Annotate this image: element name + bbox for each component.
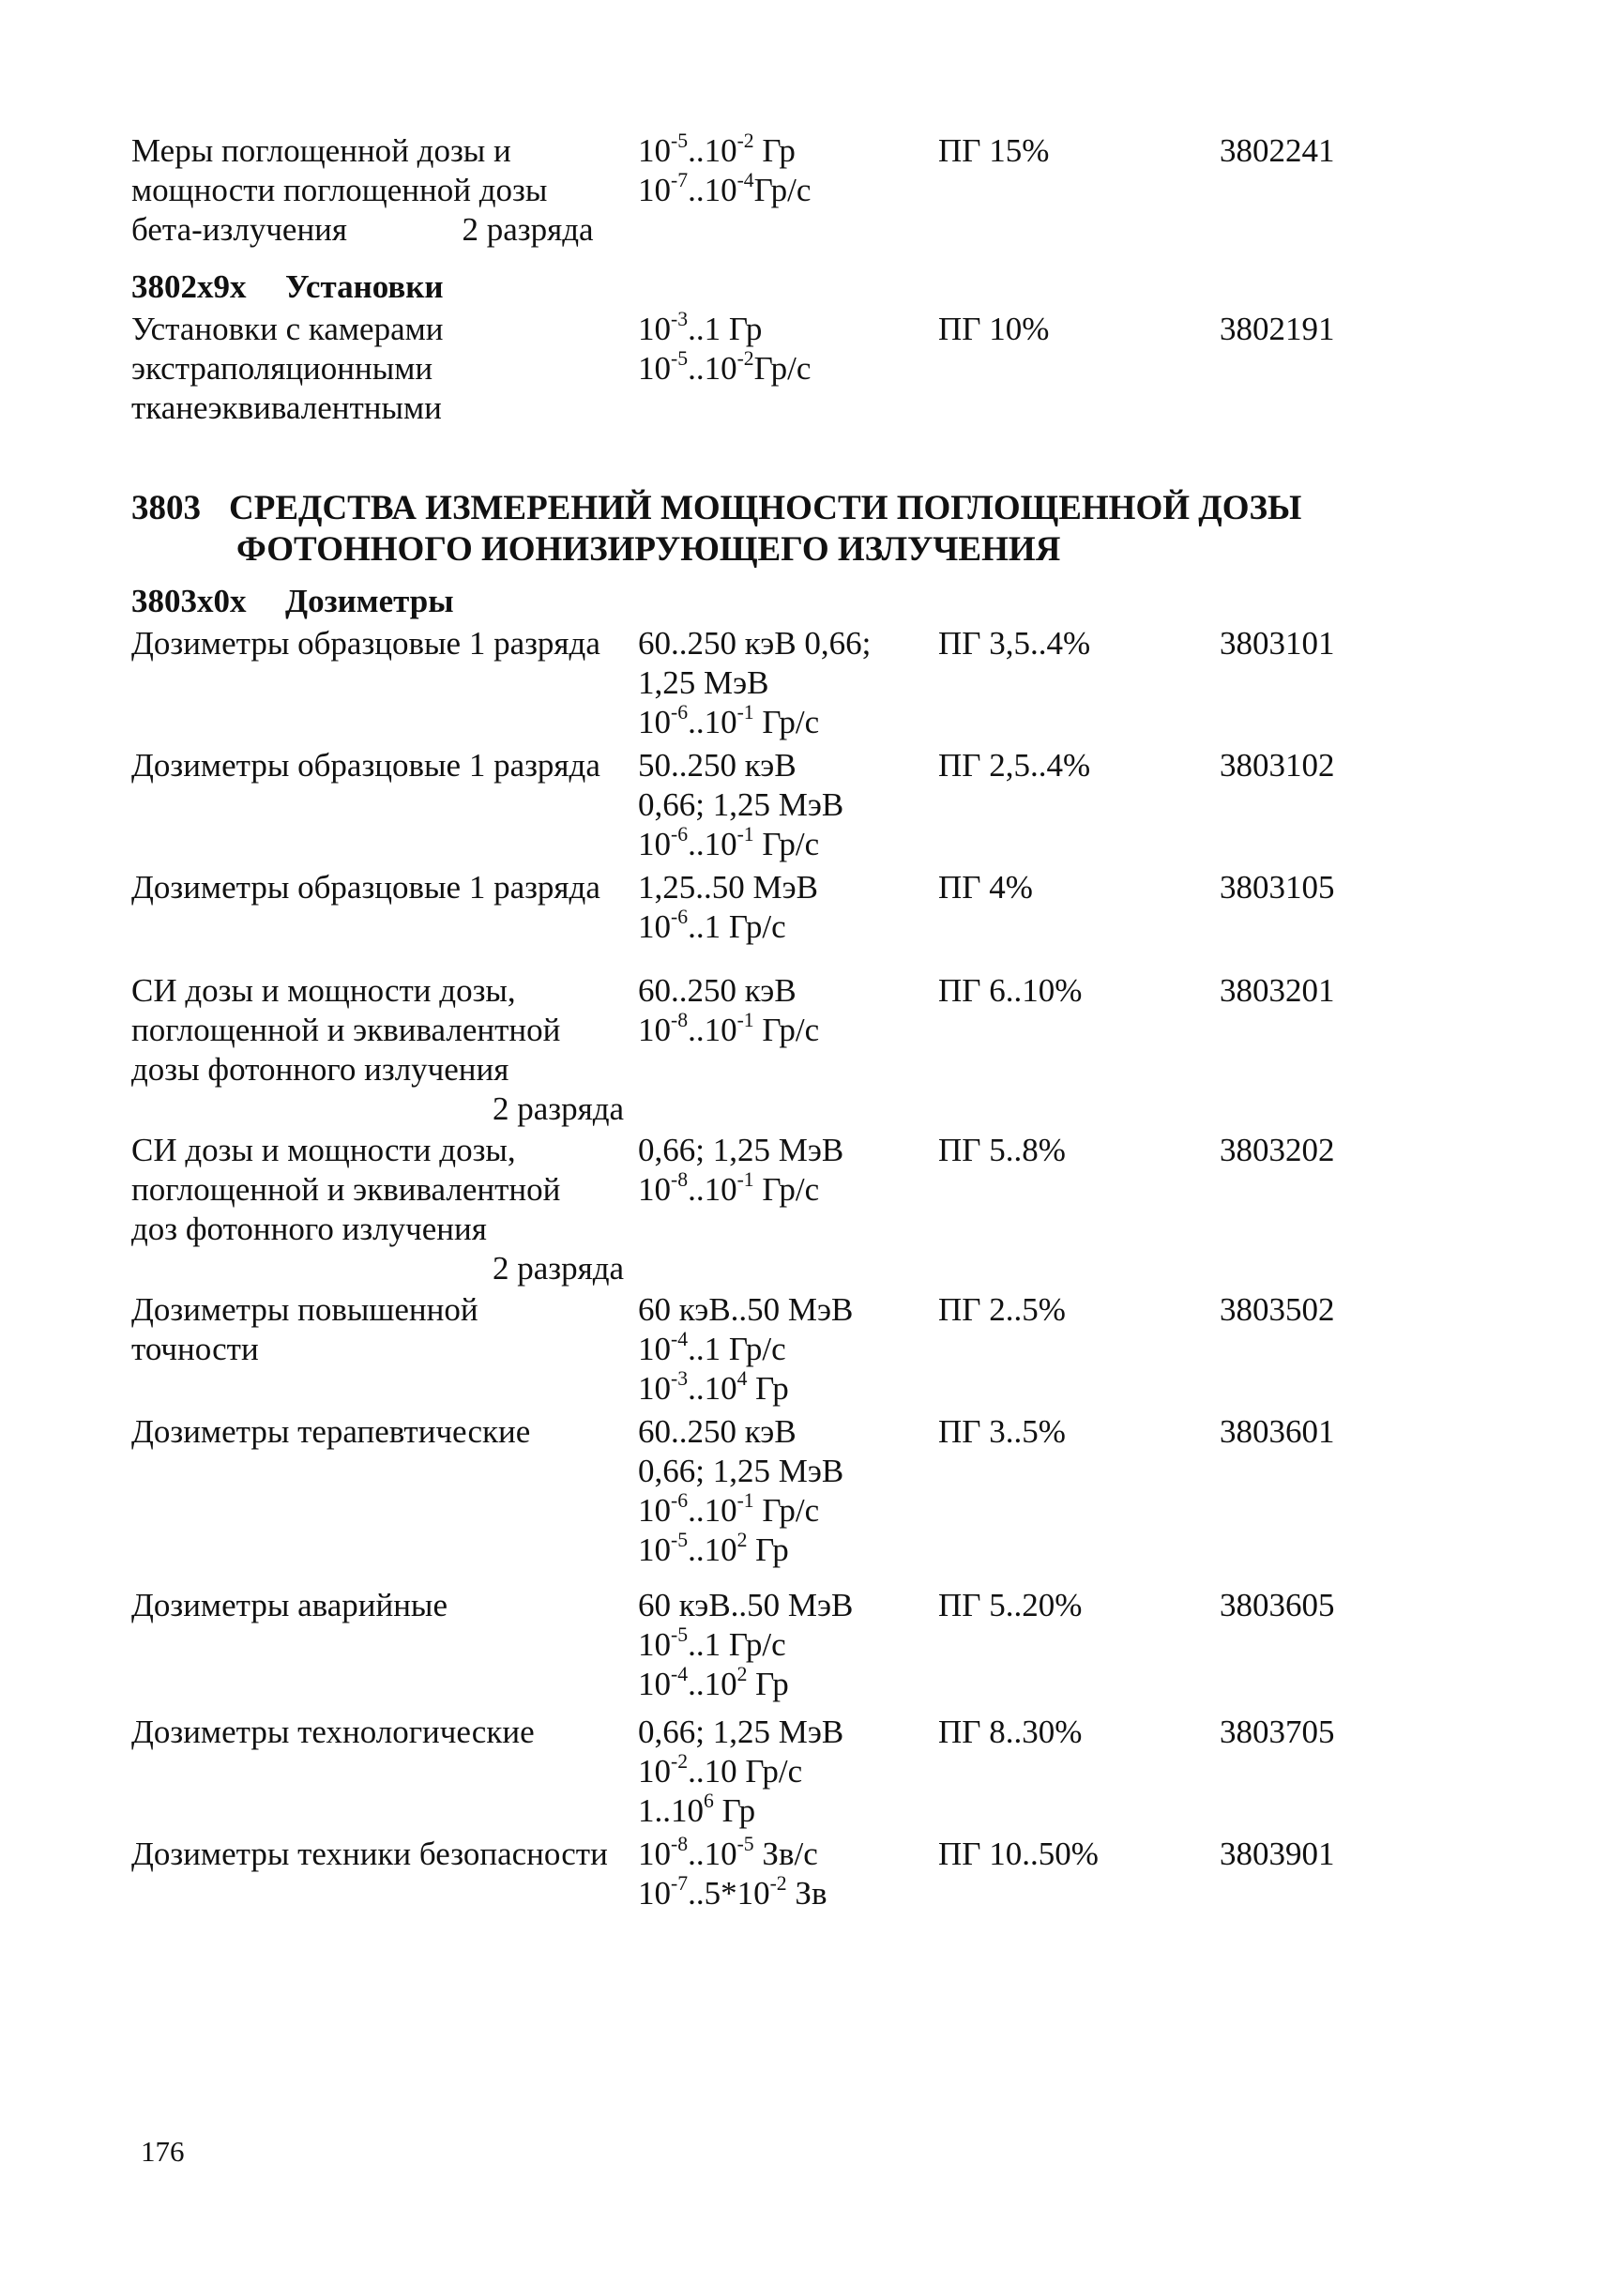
code-value: 3803502 <box>1220 1291 1335 1328</box>
name-line: СИ дозы и мощности дозы, <box>131 972 516 1009</box>
code-value: 3803605 <box>1220 1587 1335 1623</box>
item-code <box>1220 310 1407 349</box>
name-line: экстраполяционными <box>131 350 433 387</box>
item-name <box>131 131 638 250</box>
item-code <box>1220 746 1407 785</box>
item-range <box>638 1131 929 1210</box>
name-line: дозы фотонного излучения <box>131 1051 509 1088</box>
range-line: 60 кэВ..50 МэВ <box>638 1587 854 1623</box>
name-line: доз фотонного излучения <box>131 1211 487 1247</box>
name-line: Меры поглощенной дозы и <box>131 132 511 169</box>
item-name <box>131 1412 638 1452</box>
range-line: $10^{-8}..10^{-1}$ Гр/с <box>638 1167 820 1208</box>
range-line: $10^{-2}..10$ Гр/с <box>638 1749 803 1790</box>
item-name <box>131 310 638 428</box>
subsection-heading <box>131 582 454 621</box>
item-name <box>131 868 638 907</box>
accuracy-value: ПГ 3,5..4% <box>938 625 1091 662</box>
item-code <box>1220 131 1407 171</box>
item-range <box>638 624 929 742</box>
item-range <box>638 1586 929 1704</box>
item-range <box>638 131 929 210</box>
code-value: 3802191 <box>1220 311 1335 347</box>
item-accuracy <box>938 310 1182 349</box>
name-line: СИ дозы и мощности дозы, <box>131 1132 516 1168</box>
range-line: $10^{-3}..1$ Гр <box>638 307 763 347</box>
range-line: $10^{-5}..10^{-2}$ Гр <box>638 129 796 169</box>
range-line: $10^{-8}..10^{-5}$ Зв/с <box>638 1832 818 1872</box>
subsection-code: 3802х9х <box>131 268 247 305</box>
range-line: 0,66; 1,25 МэВ <box>638 786 844 823</box>
name-line: Дозиметры терапевтические <box>131 1413 531 1450</box>
range-line: $10^{-7}..5*10^{-2}$ Зв <box>638 1871 827 1912</box>
item-code <box>1220 1835 1407 1874</box>
subsection-code: 3803х0х <box>131 583 247 619</box>
accuracy-value: ПГ 6..10% <box>938 972 1083 1009</box>
item-name <box>131 624 638 663</box>
range-line: $10^{-4}..10^2$ Гр <box>638 1662 789 1702</box>
item-range <box>638 868 929 947</box>
name-line: Дозиметры образцовые 1 разряда <box>131 869 600 906</box>
subsection-heading <box>131 267 444 307</box>
item-code <box>1220 971 1407 1011</box>
accuracy-value: ПГ 5..20% <box>938 1587 1083 1623</box>
range-line: $10^{-5}..10^2$ Гр <box>638 1528 789 1568</box>
subsection-title: Установки <box>285 268 444 305</box>
item-accuracy <box>938 624 1182 663</box>
name-line: точности <box>131 1331 259 1367</box>
item-code <box>1220 1586 1407 1625</box>
item-accuracy <box>938 1412 1182 1452</box>
item-accuracy <box>938 131 1182 171</box>
range-line: 60..250 кэВ <box>638 972 797 1009</box>
name-line: бета-излучения 2 разряда <box>131 211 594 248</box>
name-line: Установки с камерами <box>131 311 444 347</box>
section-title-line2: ФОТОННОГО ИОНИЗИРУЮЩЕГО ИЗЛУЧЕНИЯ <box>236 530 1061 569</box>
item-range <box>638 1832 929 1913</box>
range-line: $10^{-5}..10^{-2}Гр/с$ <box>638 346 812 387</box>
item-name <box>131 971 638 1129</box>
accuracy-value: ПГ 10% <box>938 311 1050 347</box>
accuracy-value: ПГ 4% <box>938 869 1033 906</box>
item-name <box>131 1131 638 1288</box>
item-range <box>638 1412 929 1570</box>
name-line: мощности поглощенной дозы <box>131 172 548 208</box>
name-line: Дозиметры технологические <box>131 1714 535 1750</box>
item-code <box>1220 1290 1407 1330</box>
code-value: 3803102 <box>1220 747 1335 784</box>
item-code <box>1220 1713 1407 1752</box>
accuracy-value: ПГ 5..8% <box>938 1132 1066 1168</box>
item-accuracy <box>938 1713 1182 1752</box>
name-line: Дозиметры техники безопасности <box>131 1836 608 1872</box>
range-line: $10^{-7}..10^{-4}Гр/с$ <box>638 168 812 208</box>
item-name <box>131 1586 638 1625</box>
name-line: тканеэквивалентными <box>131 389 442 426</box>
subsection-title: Дозиметры <box>285 583 454 619</box>
range-line: 60..250 кэВ <box>638 1413 797 1450</box>
section-number: 3803 <box>131 489 201 527</box>
item-name <box>131 746 638 785</box>
item-code <box>1220 868 1407 907</box>
item-code <box>1220 624 1407 663</box>
code-value: 3803705 <box>1220 1714 1335 1750</box>
item-accuracy <box>938 1131 1182 1170</box>
code-value: 3803105 <box>1220 869 1335 906</box>
page-number: 176 <box>141 2135 185 2168</box>
code-value: 3803901 <box>1220 1836 1335 1872</box>
accuracy-value: ПГ 2..5% <box>938 1291 1066 1328</box>
name-line: поглощенной и эквивалентной <box>131 1171 561 1208</box>
accuracy-value: ПГ 10..50% <box>938 1836 1099 1872</box>
item-name <box>131 1713 638 1752</box>
accuracy-value: ПГ 8..30% <box>938 1714 1083 1750</box>
range-line: 50..250 кэВ <box>638 747 797 784</box>
item-name <box>131 1290 638 1369</box>
item-code <box>1220 1412 1407 1452</box>
code-value: 3802241 <box>1220 132 1335 169</box>
range-line: $10^{-6}..10^{-1}$ Гр/с <box>638 700 820 740</box>
item-code <box>1220 1131 1407 1170</box>
code-value: 3803601 <box>1220 1413 1335 1450</box>
name-line: поглощенной и эквивалентной <box>131 1012 561 1048</box>
accuracy-value: ПГ 3..5% <box>938 1413 1066 1450</box>
range-line: 1..10$^6$ Гр <box>638 1789 756 1829</box>
code-value: 3803202 <box>1220 1132 1335 1168</box>
name-line: Дозиметры аварийные <box>131 1587 448 1623</box>
range-line: 0,66; 1,25 МэВ <box>638 1714 844 1750</box>
item-accuracy <box>938 746 1182 785</box>
range-line: 0,66; 1,25 МэВ <box>638 1132 844 1168</box>
section-title-line1: СРЕДСТВА ИЗМЕРЕНИЙ МОЩНОСТИ ПОГЛОЩЕННОЙ ДОЗЫ <box>229 489 1302 527</box>
range-line: 1,25..50 МэВ <box>638 869 818 906</box>
name-line: Дозиметры образцовые 1 разряда <box>131 625 600 662</box>
item-range <box>638 746 929 864</box>
range-line: 60..250 кэВ 0,66; <box>638 625 872 662</box>
accuracy-value: ПГ 15% <box>938 132 1050 169</box>
range-line: $10^{-6}..1$ Гр/с <box>638 905 786 945</box>
range-line: $10^{-6}..10^{-1}$ Гр/с <box>638 822 820 862</box>
range-line: $10^{-8}..10^{-1}$ Гр/с <box>638 1008 820 1048</box>
range-line: $10^{-3}..10^4$ Гр <box>638 1366 789 1407</box>
item-accuracy <box>938 971 1182 1011</box>
code-value: 3803201 <box>1220 972 1335 1009</box>
range-line: $10^{-4}..1$ Гр/с <box>638 1327 786 1367</box>
item-range <box>638 1290 929 1409</box>
item-range <box>638 1713 929 1831</box>
item-accuracy <box>938 1835 1182 1874</box>
item-accuracy <box>938 1586 1182 1625</box>
range-line: 1,25 МэВ <box>638 664 769 701</box>
item-accuracy <box>938 868 1182 907</box>
section-heading <box>131 488 1301 571</box>
name-line: Дозиметры образцовые 1 разряда <box>131 747 600 784</box>
item-accuracy <box>938 1290 1182 1330</box>
item-range <box>638 307 929 388</box>
name-line: 2 разряда <box>493 1250 625 1287</box>
range-line: $10^{-5}..1$ Гр/с <box>638 1623 786 1663</box>
accuracy-value: ПГ 2,5..4% <box>938 747 1091 784</box>
name-line: Дозиметры повышенной <box>131 1291 478 1328</box>
item-range <box>638 971 929 1050</box>
item-name <box>131 1835 638 1874</box>
code-value: 3803101 <box>1220 625 1335 662</box>
range-line: 0,66; 1,25 МэВ <box>638 1453 844 1489</box>
range-line: 60 кэВ..50 МэВ <box>638 1291 854 1328</box>
range-line: $10^{-6}..10^{-1}$ Гр/с <box>638 1488 820 1529</box>
name-line: 2 разряда <box>493 1090 625 1127</box>
